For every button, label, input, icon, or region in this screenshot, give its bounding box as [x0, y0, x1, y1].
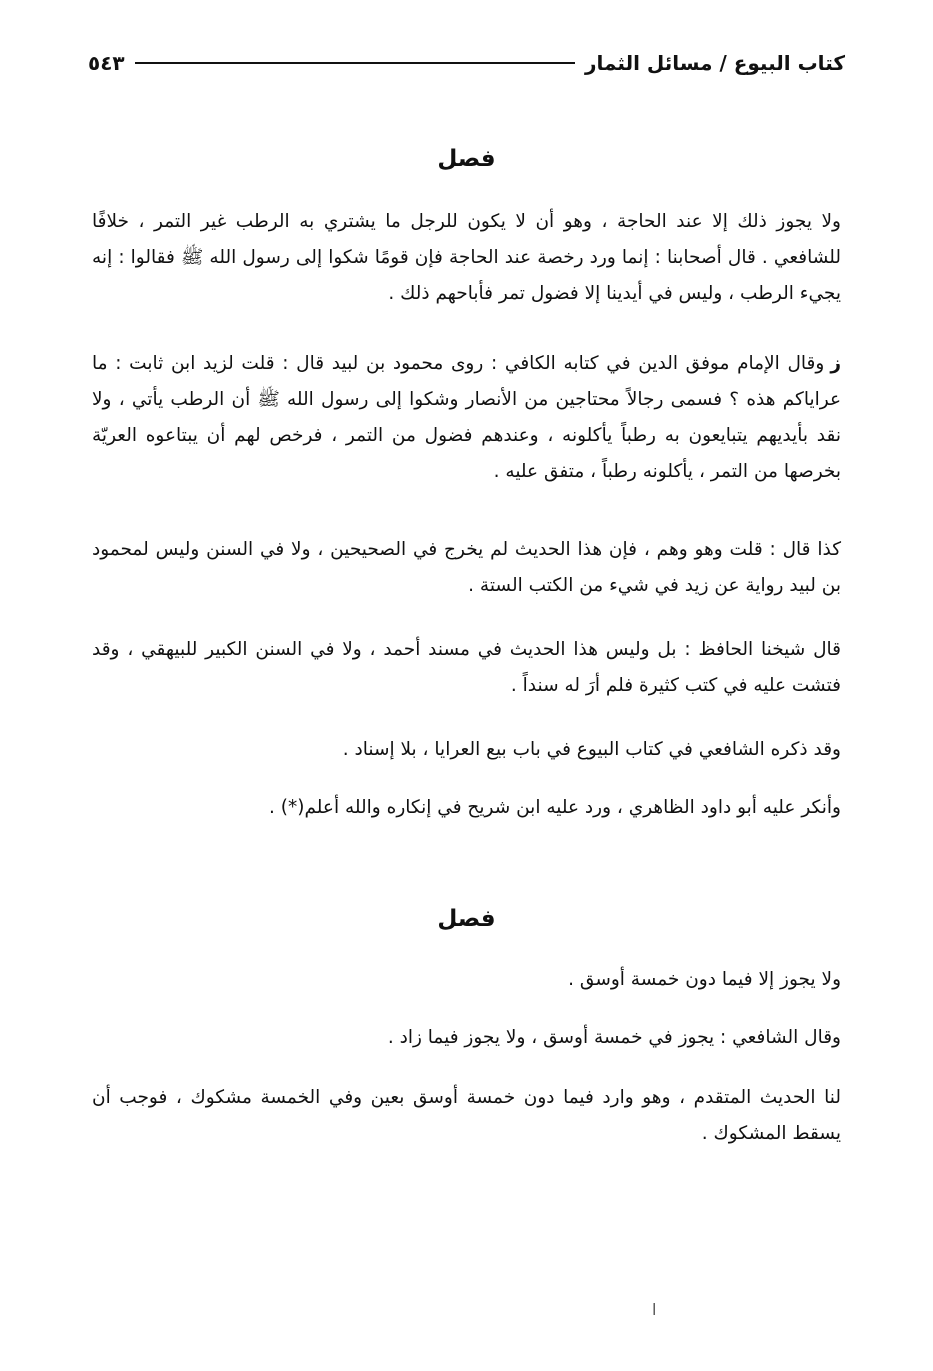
marginal-symbol: ز: [830, 353, 841, 374]
paragraph-7: ولا يجوز إلا فيما دون خمسة أوسق .: [568, 969, 841, 990]
header-title: كتاب البيوع / مسائل الثمار: [584, 51, 845, 75]
page-number: ٥٤٣: [88, 51, 125, 75]
paragraph-8: وقال الشافعي : يجوز في خمسة أوسق ، ولا يجوز فيما زاد .: [387, 1027, 841, 1048]
section-heading-1: فصل: [437, 146, 496, 172]
paragraph-9: لنا الحديث المتقدم ، وهو وارد فيما دون خمسة أوسق بعين وفي الخمسة مشكوك ، فوجب أن يسقط المشكوك .: [92, 1087, 841, 1144]
paragraph-5: وقد ذكره الشافعي في كتاب البيوع في باب بيع العرايا ، بلا إسناد .: [342, 739, 841, 760]
paragraph-2: [92, 346, 841, 490]
header-rule: [135, 62, 575, 64]
paragraph-4: قال شيخنا الحافظ : بل وليس هذا الحديث في مسند أحمد ، ولا في السنن الكبير للبيهقي ، وقد فتشت عليه في كتب كثيرة فلم أرَ له سنداً .: [92, 639, 841, 696]
stray-mark: ا: [652, 1300, 657, 1319]
paragraph-1: ولا يجوز ذلك إلا عند الحاجة ، وهو أن لا يكون للرجل ما يشتري به الرطب غير التمر ، خلافًا للشافعي . قال أصحابنا : إنما ورد رخصة عند الحاجة فإن قومًا شكوا إلى رسول الله ﷺ فقالوا : إنه يجيء الرطب ، وليس في أيدينا إلا فضول تمر فأباحهم ذلك .: [92, 211, 841, 304]
paragraph-3: كذا قال : قلت وهو وهم ، فإن هذا الحديث لم يخرج في الصحيحين ، ولا في السنن وليس لمحمود بن لبيد رواية عن زيد في شيء من الكتب الستة .: [92, 539, 841, 596]
section-heading-2: فصل: [437, 906, 496, 932]
paragraph-2-text: وقال الإمام موفق الدين في كتابه الكافي : روى محمود بن لبيد قال : قلت لزيد ابن ثابت : ما عراياكم هذه ؟ فسمى رجالاً محتاجين من الأنصار وشكوا إلى رسول الله ﷺ أن الرطب يأتي ، ولا نقد بأيديهم يتبايعون به رطباً يأكلونه ، وعندهم فضول من التمر ، فرخص لهم أن يبتاعوه العريّة بخرصها من التمر ، يأكلونه رطباً ، متفق عليه .: [92, 353, 841, 482]
paragraph-6: وأنكر عليه أبو داود الظاهري ، ورد عليه ابن شريح في إنكاره والله أعلم(*) .: [269, 797, 841, 818]
page-header: [88, 46, 845, 80]
